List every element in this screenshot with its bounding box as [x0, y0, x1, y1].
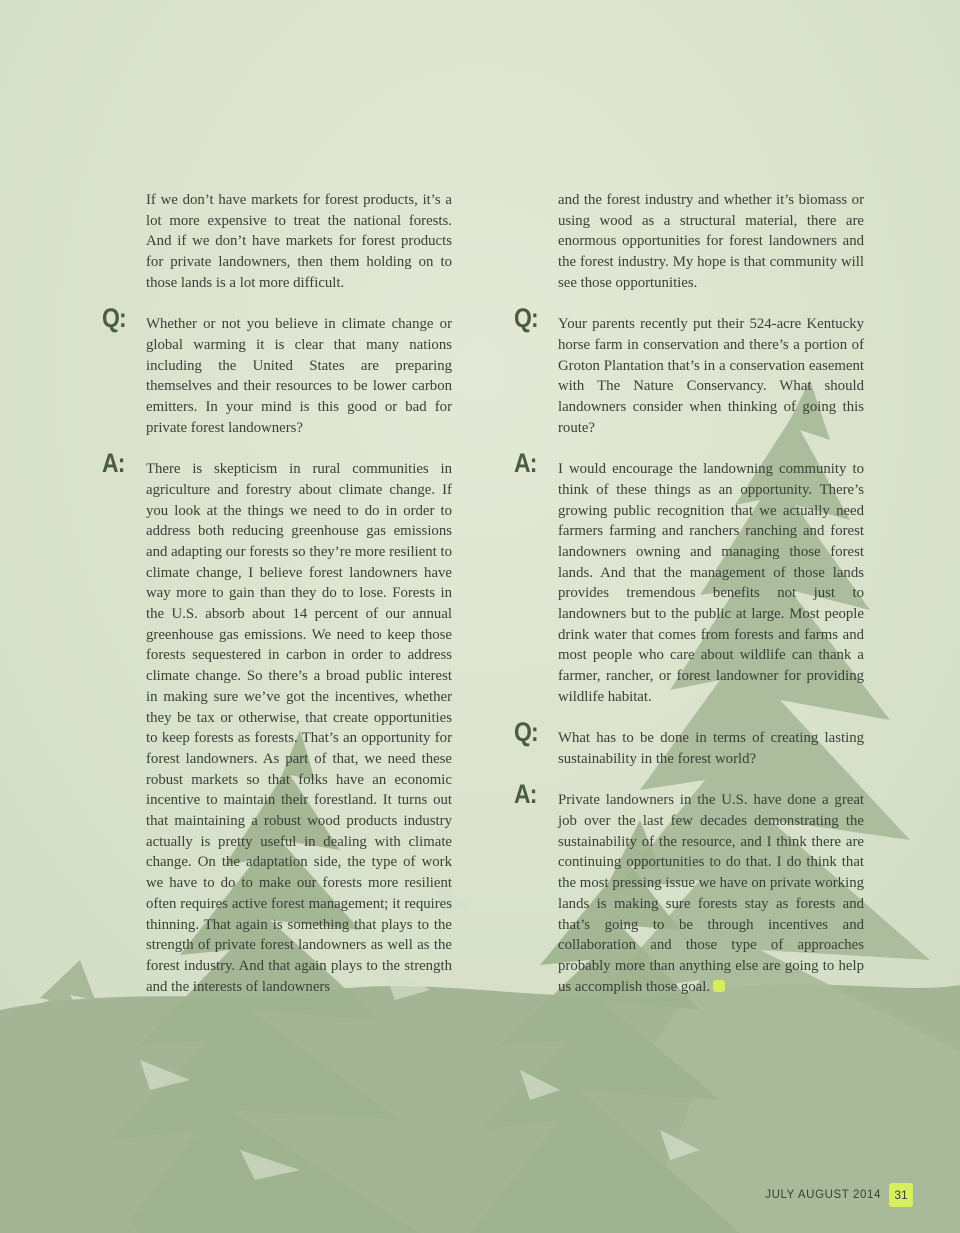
answer-text: Private landowners in the U.S. have done a great job over the last few decades demonstrating the sustainability of the resource, and I think there are continuing opportunities to do that. I do think that the most pressing issue we have on private working lands is making sure forests stay as forests and that’s going to be through incentives and collaboration and those type of approaches probably more than anything else are going to help us accomplish those goal. [558, 792, 864, 995]
answer-text: There is skepticism in rural communities in agriculture and forestry about climate change. If you look at the things we need to do in order to address both reducing greenhouse gas emissions and adapting our forests so they’re more resilient to climate change, I believe forest landowners have way more to gain than they do to lose. Forests in the U.S. absorb about 14 percent of our annual greenhouse gas emissions. We need to keep those forests sequestered in carbon in order to address climate change. So there’s a broad public interest in making sure we’ve got the incentives, whether they be tax or otherwise, that create opportunities to keep forests as forests. That’s an opportunity for forest landowners. As part of that, we need these robust markets so that folks have an economic incentive to maintain their forestland. It turns out that maintaining a robust wood products industry actually is pretty useful in dealing with climate change. On the adaptation side, the type of work we have to do to make our forests more resilient often requires active forest management; it requires thinning. That again is something that plays to the strength of private forest landowners as well as the forest industry. And that again plays to the strength and the interests of landowners [146, 461, 452, 995]
answer-label: A: [102, 448, 125, 479]
question-label: Q: [514, 717, 538, 748]
article-column-right [514, 190, 864, 1018]
paragraph-continued [146, 190, 452, 294]
page-footer [765, 1183, 913, 1207]
answer-label: A: [514, 448, 537, 479]
end-of-article-mark [713, 980, 725, 992]
paragraph-text: If we don’t have markets for forest products, it’s a lot more expensive to treat the national forests. And if we don’t have markets for forest products for private landowners, then them holding on to those lands is a lot more difficult. [146, 192, 452, 291]
question-label: Q: [514, 303, 538, 334]
question-text: Your parents recently put their 524-acre Kentucky horse farm in conservation and there’s a portion of Groton Plantation that’s in a conservation easement with The Nature Conservancy. What should landowners consider when thinking of going this route? [558, 316, 864, 436]
answer-text: I would encourage the landowning community to think of these things as an opportunity. There’s growing public recognition that we actually need farmers farming and ranchers ranching and forest landowners owning and managing those forest lands. And that the management of those lands provides tremendous benefits not just to landowners but to the public at large. Most people drink water that comes from forests and farms and most people who care about wildlife can thank a farmer, rancher, or forest landowner for providing wildlife habitat. [558, 461, 864, 705]
question-text: What has to be done in terms of creating lasting sustainability in the forest world? [558, 730, 864, 767]
question-block [514, 717, 864, 769]
page-number: 31 [889, 1183, 913, 1207]
issue-date: JULY AUGUST 2014 [765, 1189, 881, 1201]
answer-block [514, 779, 864, 997]
answer-block [102, 448, 452, 997]
answer-block [514, 448, 864, 707]
question-block [514, 303, 864, 438]
question-label: Q: [102, 303, 126, 334]
question-block [102, 303, 452, 438]
paragraph-text: and the forest industry and whether it’s biomass or using wood as a structural material, there are enormous opportunities for forest landowners and the forest industry. My hope is that community will see those opportunities. [558, 192, 864, 291]
question-text: Whether or not you believe in climate change or global warming it is clear that many nations including the United States are preparing themselves and their resources to be lower carbon emitters. In your mind is this good or bad for private forest landowners? [146, 316, 452, 436]
answer-label: A: [514, 779, 537, 810]
paragraph-continued [558, 190, 864, 294]
article-column-left [102, 190, 452, 1018]
